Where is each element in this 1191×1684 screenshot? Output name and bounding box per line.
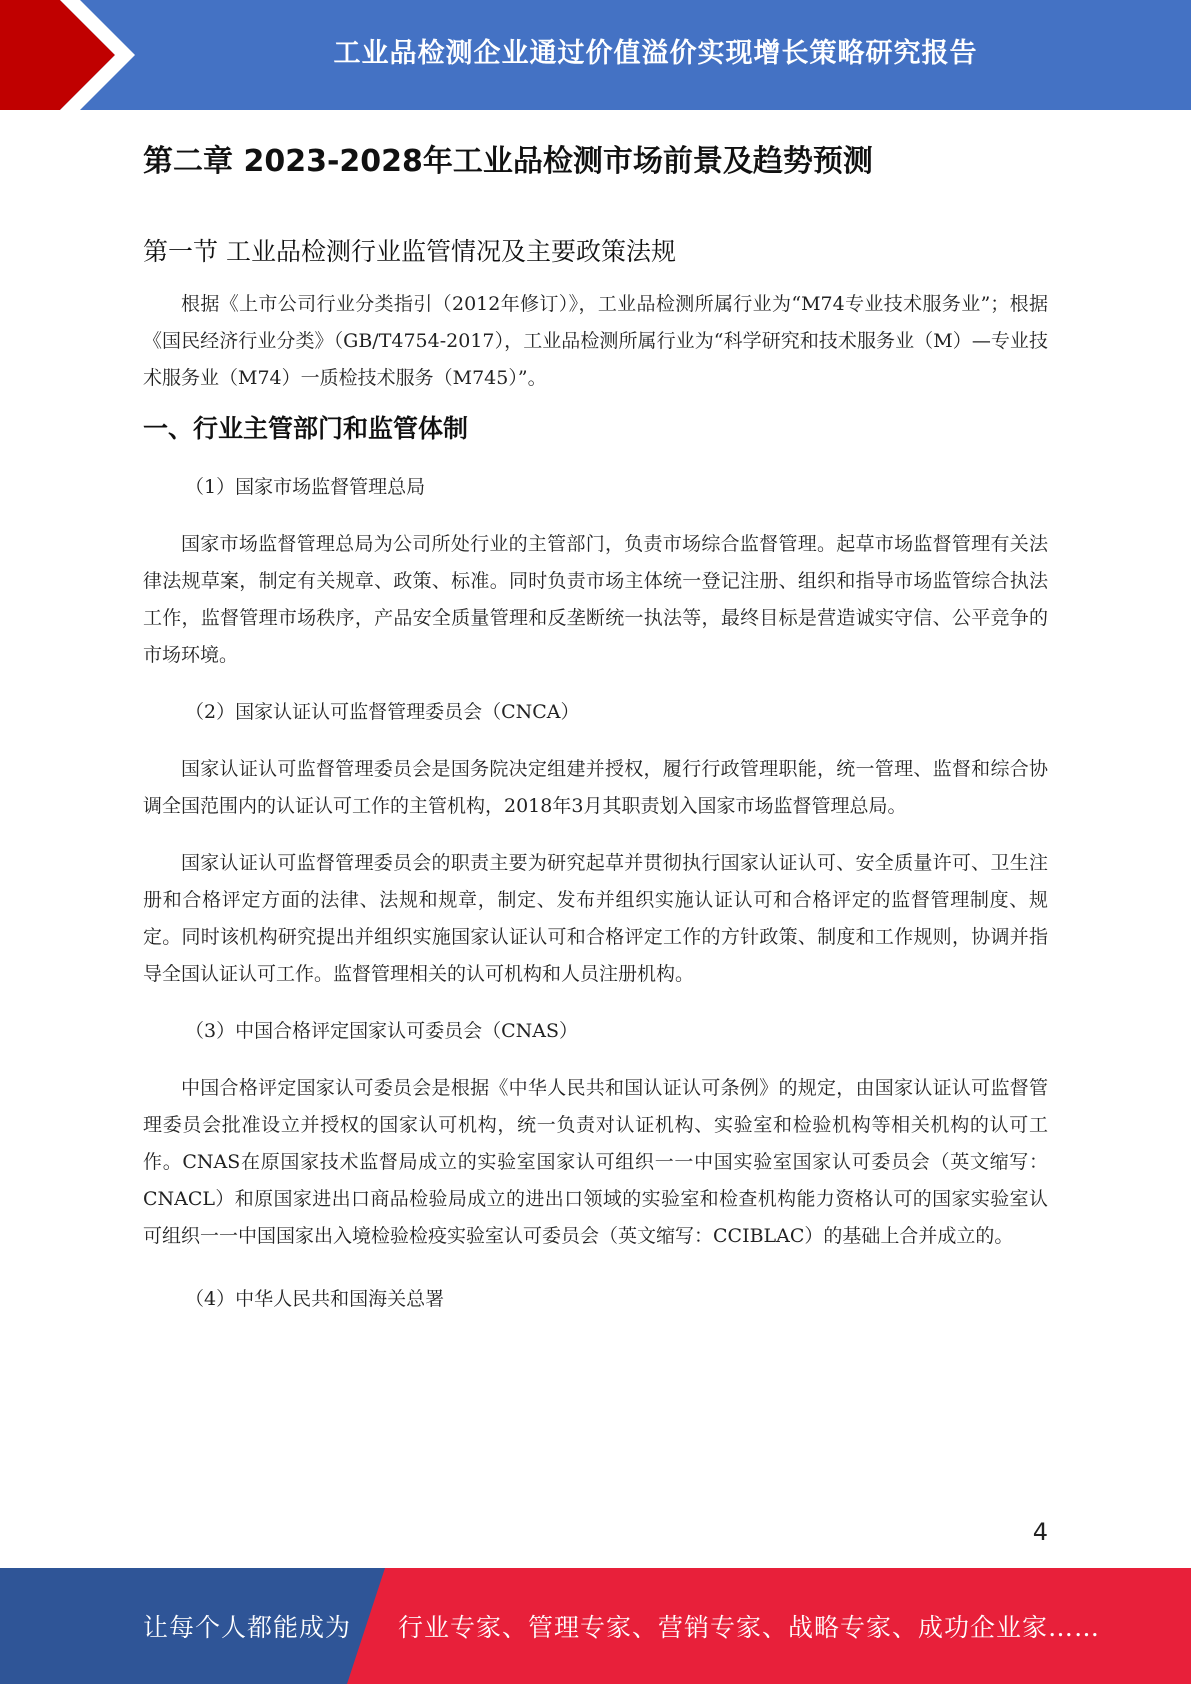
item-title-cnas: （3）中国合格评定国家认可委员会（CNAS） — [185, 1020, 578, 1042]
paragraph-cnas: 中国合格评定国家认可委员会是根据《中华人民共和国认证认可条例》的规定，由国家认证认可监督管理委员会批准设立并授权的国家认可机构，统一负责对认证机构、实验室和检验机构等相关机构的认可工作。CNAS在原国家技术监督局成立的实验室国家认可组织一一中国实验室国家认可委员会（英文缩写：CNACL）和原国家进出口商品检验局成立的进出口领域的实验室和检查机构能力资格认可的国家实验室认可组织一一中国国家出入境检验检疫实验室认可委员会（英文缩写：CCIBLAC）的基础上合并成立的。 — [143, 1077, 1048, 1247]
header-banner — [0, 0, 1191, 110]
paragraph-cnca-2: 国家认证认可监督管理委员会的职责主要为研究起草并贯彻执行国家认证认可、安全质量许可、卫生注册和合格评定方面的法律、法规和规章，制定、发布并组织实施认证认可和合格评定的监督管理制度、规定。同时该机构研究提出并组织实施国家认证认可和合格评定工作的方针政策、制度和工作规则，协调并指导全国认证认可工作。监督管理相关的认可机构和人员注册机构。 — [143, 852, 1048, 985]
chapter-title: 第二章 2023-2028年工业品检测市场前景及趋势预测 — [143, 144, 873, 179]
intro-paragraph: 根据《上市公司行业分类指引（2012年修订）》，工业品检测所属行业为“M74专业技术服务业”；根据《国民经济行业分类》（GB/T4754-2017），工业品检测所属行业为“科学研究和技术服务业（M）—专业技术服务业（M74）一质检技术服务（M745）”。 — [143, 293, 1048, 389]
item-title-samr: （1）国家市场监督管理总局 — [185, 476, 426, 498]
item-title-customs: （4）中华人民共和国海关总署 — [185, 1288, 445, 1310]
item-title-cnca: （2）国家认证认可监督管理委员会（CNCA） — [185, 701, 580, 723]
footer-slogan-left: 让每个人都能成为 — [143, 1613, 352, 1642]
report-title: 工业品检测企业通过价值溢价实现增长策略研究报告 — [333, 37, 978, 69]
subsection-title: 一、行业主管部门和监管体制 — [143, 414, 469, 443]
paragraph-cnca-1: 国家认证认可监督管理委员会是国务院决定组建并授权，履行行政管理职能，统一管理、监督和综合协调全国范围内的认证认可工作的主管机构，2018年3月其职责划入国家市场监督管理总局。 — [143, 758, 1048, 817]
page-content — [143, 110, 1048, 1318]
header-arrow-decoration — [0, 0, 160, 110]
footer-slogan-right: 行业专家、管理专家、营销专家、战略专家、成功企业家…… — [398, 1613, 1101, 1642]
section-title: 第一节 工业品检测行业监管情况及主要政策法规 — [143, 237, 676, 266]
footer-banner — [0, 1568, 1191, 1684]
paragraph-samr: 国家市场监督管理总局为公司所处行业的主管部门，负责市场综合监督管理。起草市场监督管理有关法律法规草案，制定有关规章、政策、标准。同时负责市场主体统一登记注册、组织和指导市场监管综合执法工作，监督管理市场秩序，产品安全质量管理和反垄断统一执法等，最终目标是营造诚实守信、公平竞争的市场环境。 — [143, 533, 1048, 666]
page-number: 4 — [1032, 1518, 1048, 1546]
